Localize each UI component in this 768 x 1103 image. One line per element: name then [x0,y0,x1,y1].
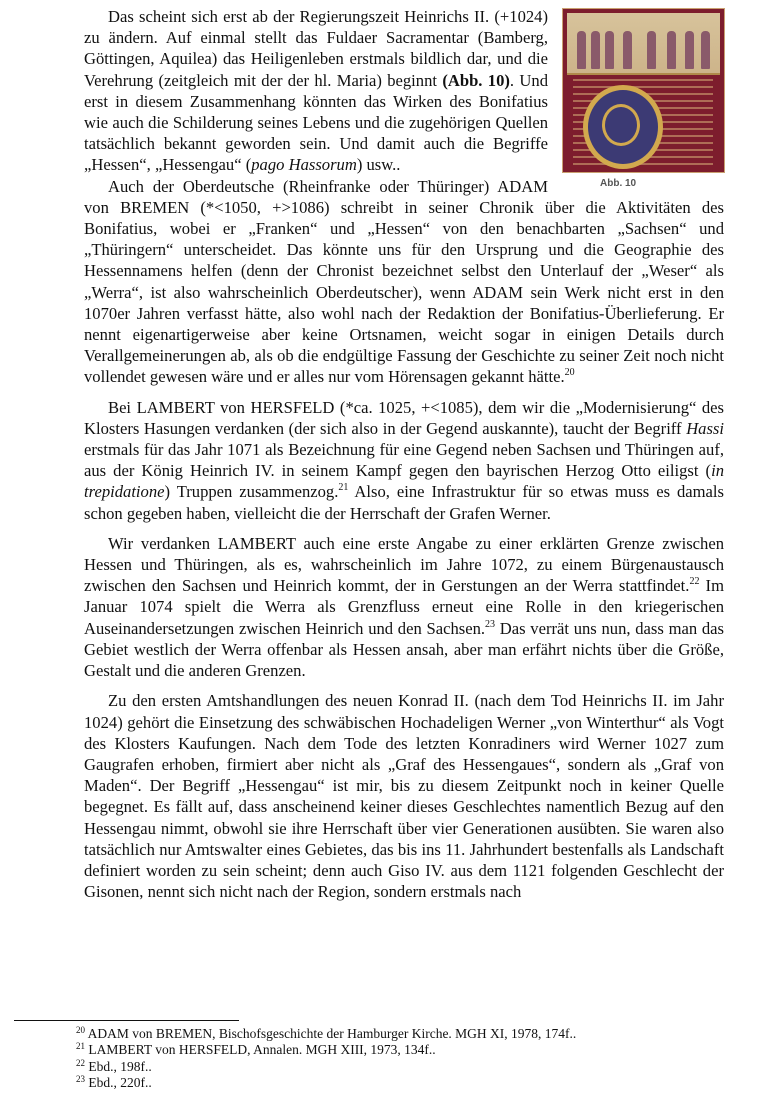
footnote-ref[interactable]: 22 [689,576,700,588]
footnote-ref[interactable]: 20 [564,367,575,379]
illuminated-manuscript-image [562,8,725,173]
body-text [84,6,724,902]
paragraph-1: Das scheint sich erst ab der Regierungszeit Heinrichs II. (+1024) zu ändern. Auf einmal stellt das Fuldaer Sacramentar (Bamberg, Göttingen, Aquilea) das Heiligenleben erstmals bildlich dar, und die Verehrung (zeitgleich mit der der hl. Maria) beginnt (Abb. 10). Und erst in diesem Zusammenhang könnten das Wirken des Bonifatius wie auch die Schilderung seines Lebens und die zugehörigen Quellen tatsächlich bekannt geworden sein. Und damit auch die Begriffe „Hessen“, „Hessengau“ (pago Hassorum) usw.. [84,7,548,175]
paragraph-2: Auch der Oberdeutsche (Rheinfranke oder Thüringer) ADAM von BREMEN (*<1050, +>1086) schreibt in seiner Chronik über die Aktivitäten des Bonifatius, wobei er „Franken“ und „Hessen“ von den benachbarten „Sachsen“ und „Thüringern“ unterscheidet. Das könnte uns für den Ursprung und die Geographie des Hessennamens helfen (denn der Chronist bezeichnet selbst den Unterlauf der „Weser“ als „Werra“, ist also wahrscheinlich Oberdeutscher), wenn ADAM sein Werk nicht erst in den 1070er Jahren verfasst hätte, also wohl nach der Redaktion der Bonifatius-Überlieferung. Er nennt eigenartigerweise aber keine Ortsnamen, weicht sogar in einigen Details durch Verallgemeinerungen ab, als ob die endgültige Fassung der Geschichte zu seiner Zeit noch nicht vollendet gewesen wäre und er alles nur vom Hörensagen gekannt hätte.$^{20}$ [84,176,724,387]
footnote-ref[interactable]: 21 [338,482,349,494]
footnote-ref[interactable]: 23 [485,618,496,630]
footnote-21: $^{21}$ LAMBERT von HERSFELD, Annalen. MGH XIII, 1973, 134f.. [76,1041,436,1058]
figure-caption: Abb. 10 [600,178,637,189]
footnote-22: $^{22}$ Ebd., 198f.. [76,1057,152,1074]
manuscript-miniature-band [567,13,720,75]
paragraph-4: Wir verdanken LAMBERT auch eine erste Angabe zu einer erklärten Grenze zwischen Hessen und Thüringen, als es, wahrscheinlich im Jahre 1072, zu einem Bürgenaustausch zwischen den Sachsen und Heinrich kommt, der in Gerstungen an der Werra stattfindet.$^{22}$ Im Januar 1074 spielt die Werra als Grenzfluss erneut eine Rolle in den kriegerischen Auseinandersetzungen zwischen Heinrich und den Sachsen.$^{23}$ Das verrät uns nun, dass man das Gebiet westlich der Werra offenbar als Hessen ansah, aber man erfährt nichts über die Größe, Gestalt und die anderen Grenzen. [84,533,724,681]
figure-abb-10 [562,8,724,188]
paragraph-5: Zu den ersten Amtshandlungen des neuen Konrad II. (nach dem Tod Heinrichs II. im Jahr 1024) gehört die Einsetzung des schwäbischen Hochadeligen Werner „von Winterthur“ als Vogt des Klosters Kaufungen. Nach dem Tode des letzten Konradiners wird Werner 1027 zum Gaugrafen erhoben, firmiert aber nicht als „Graf des Hessengaues“, sondern als „Graf von Maden“. Der Begriff „Hessengau“ ist mir, bis zu diesem Zeitpunkt noch in keiner Quelle begegnet. Es fällt auf, dass anscheinend keiner dieses Geschlechtes namentlich Bezug auf den Hessengau nimmt, obwohl sie ihre Herrschaft über vier Generationen ausübten. Sie waren also tatsächlich nur Amtswalter eines Gebietes, das bis ins 11. Jahrhundert bestenfalls als Landschaft definiert worden zu sein scheint; denn auch Giso IV. aus dem 1121 folgenden Geschlecht der Gisonen, nennt sich nicht nach der Region, sondern erstmals nach [84,691,724,902]
footnotes [76,1026,736,1092]
footnote-23: $^{23}$ Ebd., 220f.. [76,1074,152,1091]
paragraph-3: Bei LAMBERT von HERSFELD (*ca. 1025, +<1085), dem wir die „Modernisierung“ des Klosters Hasungen verdanken (der sich also in der Gegend auskannte), taucht der Begriff Hassi erstmals für das Jahr 1071 als Bezeichnung für eine Gegend neben Sachsen und Thüringen auf, aus der König Heinrich IV. in seinem Kampf gegen den bayrischen Herzog Otto eiligst (in trepidatione) Truppen zusammenzog.$^{21}$ Also, eine Infrastruktur für so etwas muss es damals schon gegeben haben, vielleicht die der Herrschaft der Grafen Werner. [84,397,724,523]
footnote-separator [14,1020,239,1021]
manuscript-initial-letter [583,85,663,169]
footnote-20: $^{20}$ ADAM von BREMEN, Bischofsgeschichte der Hamburger Kirche. MGH XI, 1978, 174f.. [76,1025,577,1041]
